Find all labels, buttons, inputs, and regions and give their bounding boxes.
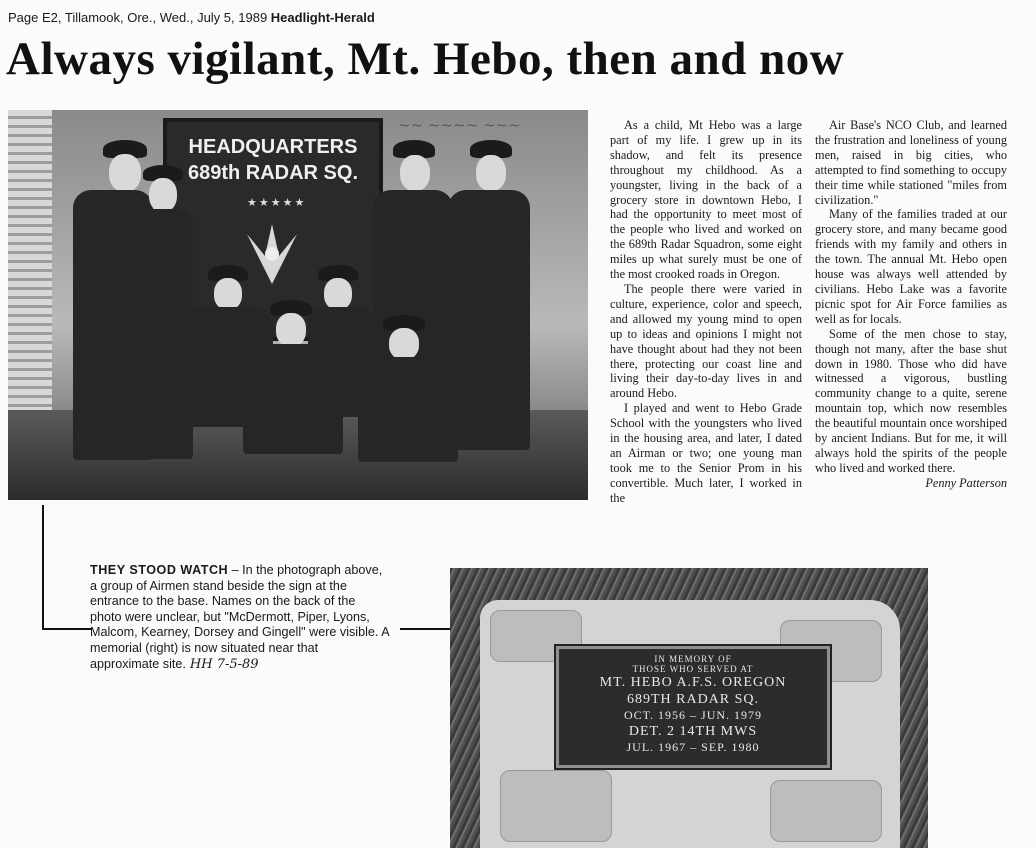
article-column-1	[610, 118, 802, 548]
handwritten-date: HH 7-5-89	[189, 656, 259, 672]
article-paragraph: Some of the men chose to stay, though not many, after the base shut down in 1980. Those who did have witnessed a vigorous, bustling community change to a quite, serene mountain top, which now resembles the beautiful mountain once worshiped by ancient Indians. But for me, it will always hold the spirits of the people who lived and worked there.	[815, 326, 1007, 475]
article-column-2	[815, 118, 1007, 548]
plaque-line: OCT. 1956 – JUN. 1979	[623, 708, 763, 722]
article-paragraph: As a child, Mt Hebo was a large part of my life. I grew up in its shadow, and felt its presence throughout my childhood. As a youngster, living in the back of a grocery store in downtown Hebo, I had the opportunity to meet most of the people who lived and worked on the 689th Radar Squadron, some eight miles up what surely must be one of the most crooked roads in Oregon.	[610, 118, 802, 282]
article-paragraph: I played and went to Hebo Grade School with the youngsters who lived in the housing area, and later, I dated an Airman or two; one young man took me to the Senior Prom in his convertible. Much later, I worked in the	[610, 401, 802, 505]
photo-caption	[90, 563, 390, 683]
airmen-photo	[8, 110, 588, 500]
memorial-plaque	[556, 646, 830, 768]
sign-line-1: HEADQUARTERS	[188, 136, 358, 158]
caption-rule	[42, 505, 44, 630]
article-paragraph: The people there were varied in culture, experience, color and speech, and allowed my young mind to open up to ideas and opinions I might not have thought about had they not been there, protecting our coast line and living their day-to-day lives in and around Hebo.	[610, 281, 802, 401]
caption-rule	[42, 628, 92, 630]
caption-lead: THEY STOOD WATCH	[90, 563, 229, 577]
star-row-icon: ★★★★★	[247, 197, 307, 209]
caption-text: – In the photograph above, a group of Airmen stand beside the sign at the entrance to the base. Names on the back of the photo were unclear, but "McDermott, Piper, Lyons, Malcom, Kearney, Dorsey and Gingell" were visible. A memorial (right) is now situated near that approximate site.	[90, 563, 389, 671]
sign-line-2: 689th RADAR SQ.	[187, 162, 359, 184]
paper-name: Headlight-Herald	[270, 10, 375, 25]
plaque-line: MT. HEBO A.F.S. OREGON	[599, 675, 787, 690]
headline: Always vigilant, Mt. Hebo, then and now	[6, 33, 845, 85]
handwritten-note: ~~ ~~~~ ~~~	[398, 116, 521, 134]
article-paragraph: Air Base's NCO Club, and learned the frustration and loneliness of young men, raised in big cities, who attempted to find something to occupy their time while stationed "miles from civilization."	[815, 118, 1007, 207]
page-line: Page E2, Tillamook, Ore., Wed., July 5, 1989	[8, 10, 268, 25]
plaque-line: DET. 2 14TH MWS	[628, 724, 758, 739]
article-paragraph: Many of the families traded at our grocery store, and many became good friends with my family and others in the town. The annual Mt. Hebo open house was always well attended by civilians. Hebo Lake was a favorite picnic spot for Air Force families as well as for locals.	[815, 207, 1007, 326]
plaque-line: THOSE WHO SERVED AT	[632, 664, 754, 674]
page-header	[8, 8, 528, 28]
airman-figure	[63, 140, 143, 460]
airman-figure	[353, 315, 463, 465]
plaque-line: IN MEMORY OF	[654, 654, 732, 664]
plaque-line: JUL. 1967 – SEP. 1980	[626, 740, 760, 754]
byline: Penny Patterson	[925, 475, 1007, 490]
plaque-line: 689TH RADAR SQ.	[626, 692, 760, 707]
caption-rule	[400, 628, 450, 630]
